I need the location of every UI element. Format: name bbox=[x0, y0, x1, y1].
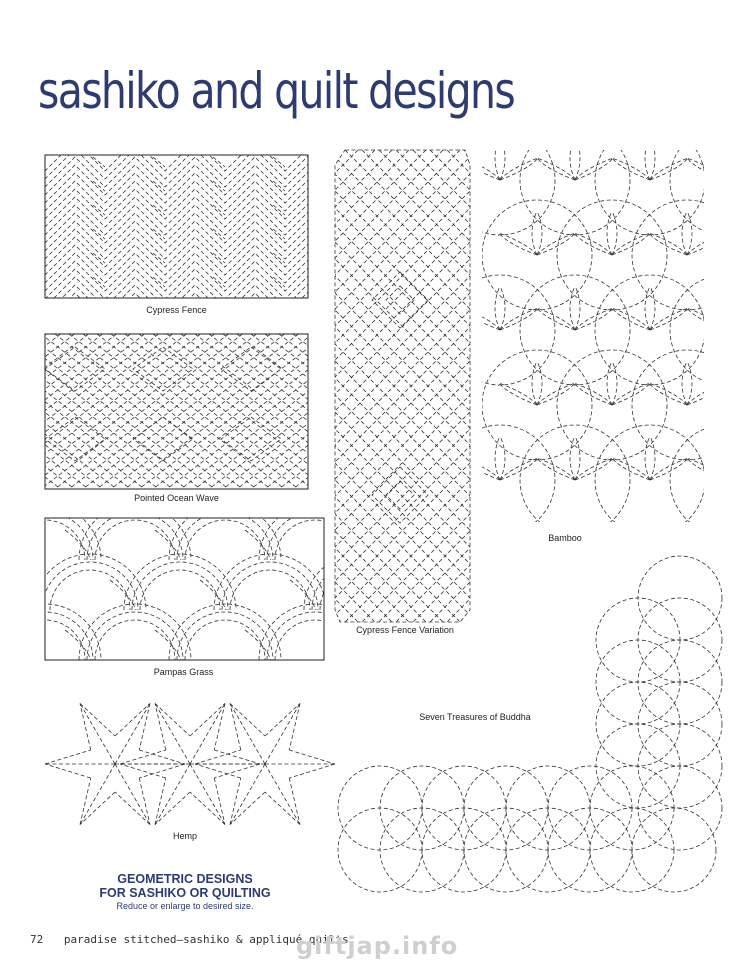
blurb-heading-line1: GEOMETRIC DESIGNS bbox=[117, 872, 253, 886]
pampas-grass-pattern bbox=[0, 504, 416, 660]
hemp-pattern bbox=[45, 703, 335, 824]
blurb-heading-line2: FOR SASHIKO OR QUILTING bbox=[99, 886, 271, 900]
blurb-subtext: Reduce or enlarge to desired size. bbox=[116, 901, 254, 911]
page-number: 72 bbox=[30, 933, 44, 946]
page-title: sashiko and quilt designs bbox=[38, 62, 515, 120]
running-title: paradise stitched—sashiko & appliqué quilts bbox=[63, 933, 349, 946]
caption-pointed-ocean-wave: Pointed Ocean Wave bbox=[134, 493, 219, 503]
watermark: giftjap.info bbox=[296, 932, 459, 960]
cypress-fence-pattern bbox=[0, 141, 375, 355]
geometric-designs-blurb bbox=[80, 872, 290, 912]
bamboo-pattern bbox=[445, 125, 750, 535]
caption-hemp: Hemp bbox=[172, 831, 197, 841]
cypress-fence-variation-pattern bbox=[0, 150, 750, 622]
seven-treasures-pattern bbox=[338, 556, 722, 892]
caption-cypress-fence: Cypress Fence bbox=[146, 305, 207, 315]
caption-pampas-grass: Pampas Grass bbox=[153, 667, 214, 677]
caption-seven-treasures: Seven Treasures of Buddha bbox=[419, 712, 531, 722]
caption-bamboo: Bamboo bbox=[548, 533, 582, 543]
caption-cypress-fence-variation: Cypress Fence Variation bbox=[356, 625, 454, 635]
pointed-ocean-wave-pattern bbox=[0, 334, 565, 489]
